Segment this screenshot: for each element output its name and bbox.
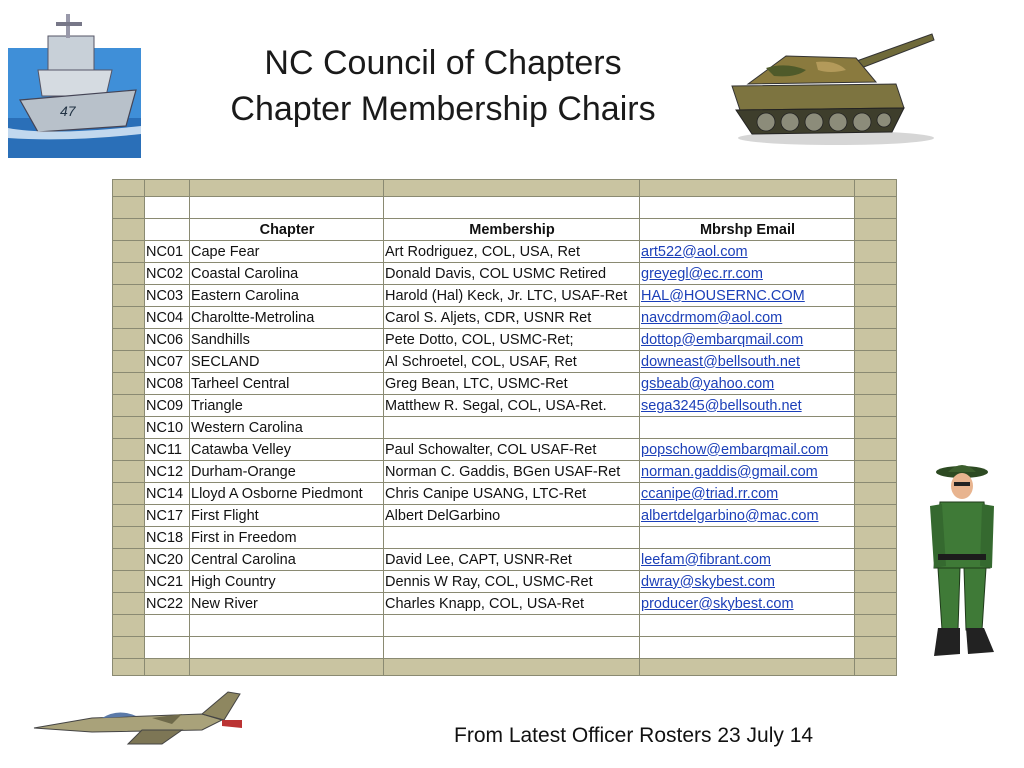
table-spacer-row bbox=[113, 197, 897, 219]
email-cell bbox=[640, 329, 855, 351]
left-band-cell bbox=[113, 285, 145, 307]
table-top-band bbox=[113, 180, 897, 197]
table-row bbox=[113, 571, 897, 593]
email-link[interactable]: dwray@skybest.com bbox=[641, 573, 775, 590]
table-row bbox=[113, 307, 897, 329]
chapter-code-cell: NC12 bbox=[145, 461, 190, 483]
email-link[interactable]: art522@aol.com bbox=[641, 243, 748, 260]
left-band-cell bbox=[113, 483, 145, 505]
chapter-name-cell: First in Freedom bbox=[190, 527, 384, 549]
left-band-cell bbox=[113, 593, 145, 615]
right-band-cell bbox=[855, 285, 897, 307]
email-link[interactable]: popschow@embarqmail.com bbox=[641, 441, 829, 458]
membership-chair-cell bbox=[384, 527, 640, 549]
table-row bbox=[113, 241, 897, 263]
email-link[interactable]: norman.gaddis@gmail.com bbox=[641, 463, 818, 480]
email-cell bbox=[640, 527, 855, 549]
email-link[interactable]: dottop@embarqmail.com bbox=[641, 331, 804, 348]
right-band-cell bbox=[855, 439, 897, 461]
chapter-code-cell: NC20 bbox=[145, 549, 190, 571]
email-cell bbox=[640, 483, 855, 505]
chapter-code-cell: NC14 bbox=[145, 483, 190, 505]
email-cell bbox=[640, 373, 855, 395]
chapter-name-cell: Charoltte-Metrolina bbox=[190, 307, 384, 329]
chapter-code-cell: NC17 bbox=[145, 505, 190, 527]
membership-chair-cell: Donald Davis, COL USMC Retired bbox=[384, 263, 640, 285]
table-row bbox=[113, 505, 897, 527]
chapter-name-cell: Western Carolina bbox=[190, 417, 384, 439]
left-band-cell bbox=[113, 307, 145, 329]
left-band-cell bbox=[113, 373, 145, 395]
chapter-code-cell: NC06 bbox=[145, 329, 190, 351]
email-link[interactable]: albertdelgarbino@mac.com bbox=[641, 507, 819, 524]
email-cell bbox=[640, 263, 855, 285]
right-band-cell bbox=[855, 351, 897, 373]
soldier-clipart bbox=[920, 458, 1004, 660]
table-bottom-band bbox=[113, 659, 897, 676]
header-chapter: Chapter bbox=[190, 219, 384, 241]
hull-number-text: 47 bbox=[60, 103, 76, 119]
table-row bbox=[113, 461, 897, 483]
email-link[interactable]: producer@skybest.com bbox=[641, 595, 794, 612]
left-band-cell bbox=[113, 527, 145, 549]
chapter-code-cell: NC10 bbox=[145, 417, 190, 439]
chapter-name-cell: Triangle bbox=[190, 395, 384, 417]
table-row bbox=[113, 395, 897, 417]
chapter-name-cell: Eastern Carolina bbox=[190, 285, 384, 307]
email-cell bbox=[640, 395, 855, 417]
membership-chair-cell: Chris Canipe USANG, LTC-Ret bbox=[384, 483, 640, 505]
membership-chair-cell: Art Rodriguez, COL, USA, Ret bbox=[384, 241, 640, 263]
membership-chair-cell: Pete Dotto, COL, USMC-Ret; bbox=[384, 329, 640, 351]
table-row bbox=[113, 373, 897, 395]
right-band-cell bbox=[855, 505, 897, 527]
membership-chair-cell: Harold (Hal) Keck, Jr. LTC, USAF-Ret bbox=[384, 285, 640, 307]
chapter-code-cell: NC21 bbox=[145, 571, 190, 593]
table-row bbox=[113, 549, 897, 571]
table-row bbox=[113, 263, 897, 285]
chapter-name-cell: Cape Fear bbox=[190, 241, 384, 263]
membership-table bbox=[112, 179, 897, 676]
slide-title bbox=[170, 40, 716, 132]
chapter-code-cell: NC18 bbox=[145, 527, 190, 549]
membership-chair-cell: Al Schroetel, COL, USAF, Ret bbox=[384, 351, 640, 373]
right-band-cell bbox=[855, 549, 897, 571]
left-band-cell bbox=[113, 351, 145, 373]
email-link[interactable]: greyegl@ec.rr.com bbox=[641, 265, 763, 282]
left-band-cell bbox=[113, 461, 145, 483]
fighter-jet-clipart bbox=[32, 690, 244, 746]
membership-chair-cell: Norman C. Gaddis, BGen USAF-Ret bbox=[384, 461, 640, 483]
email-cell bbox=[640, 505, 855, 527]
right-band-cell bbox=[855, 461, 897, 483]
membership-chair-cell: David Lee, CAPT, USNR-Ret bbox=[384, 549, 640, 571]
table-row bbox=[113, 439, 897, 461]
table-row bbox=[113, 417, 897, 439]
chapter-name-cell: New River bbox=[190, 593, 384, 615]
table-row bbox=[113, 329, 897, 351]
right-band-cell bbox=[855, 307, 897, 329]
left-band-cell bbox=[113, 263, 145, 285]
chapter-code-cell: NC03 bbox=[145, 285, 190, 307]
membership-chair-cell: Charles Knapp, COL, USA-Ret bbox=[384, 593, 640, 615]
email-link[interactable]: leefam@fibrant.com bbox=[641, 551, 771, 568]
chapter-code-cell: NC22 bbox=[145, 593, 190, 615]
warship-clipart bbox=[8, 8, 141, 158]
email-link[interactable]: gsbeab@yahoo.com bbox=[641, 375, 775, 392]
membership-chair-cell: Paul Schowalter, COL USAF-Ret bbox=[384, 439, 640, 461]
chapter-name-cell: SECLAND bbox=[190, 351, 384, 373]
right-band-cell bbox=[855, 263, 897, 285]
email-cell bbox=[640, 307, 855, 329]
right-band-cell bbox=[855, 241, 897, 263]
chapter-name-cell: Catawba Velley bbox=[190, 439, 384, 461]
right-band-cell bbox=[855, 483, 897, 505]
email-link[interactable]: navcdrmom@aol.com bbox=[641, 309, 783, 326]
table-row bbox=[113, 351, 897, 373]
email-link[interactable]: HAL@HOUSERNC.COM bbox=[641, 287, 805, 304]
right-band-cell bbox=[855, 395, 897, 417]
chapter-code-cell: NC01 bbox=[145, 241, 190, 263]
membership-chair-cell: Dennis W Ray, COL, USMC-Ret bbox=[384, 571, 640, 593]
left-band-cell bbox=[113, 395, 145, 417]
chapter-code-cell: NC08 bbox=[145, 373, 190, 395]
email-cell bbox=[640, 417, 855, 439]
table-header-row bbox=[113, 219, 897, 241]
right-band-cell bbox=[855, 527, 897, 549]
chapter-name-cell: Coastal Carolina bbox=[190, 263, 384, 285]
chapter-code-cell: NC09 bbox=[145, 395, 190, 417]
tank-clipart bbox=[726, 26, 938, 148]
email-cell bbox=[640, 549, 855, 571]
chapter-name-cell: Lloyd A Osborne Piedmont bbox=[190, 483, 384, 505]
chapter-code-cell: NC07 bbox=[145, 351, 190, 373]
membership-chair-cell: Carol S. Aljets, CDR, USNR Ret bbox=[384, 307, 640, 329]
chapter-code-cell: NC02 bbox=[145, 263, 190, 285]
right-band-cell bbox=[855, 593, 897, 615]
left-band-cell bbox=[113, 549, 145, 571]
email-cell bbox=[640, 351, 855, 373]
chapter-name-cell: High Country bbox=[190, 571, 384, 593]
left-band-cell bbox=[113, 241, 145, 263]
header-membership: Membership bbox=[384, 219, 640, 241]
right-band-cell bbox=[855, 571, 897, 593]
title-line-1: NC Council of Chapters bbox=[264, 44, 622, 82]
left-band-cell bbox=[113, 439, 145, 461]
email-cell bbox=[640, 439, 855, 461]
chapter-name-cell: Durham-Orange bbox=[190, 461, 384, 483]
right-band-cell bbox=[855, 373, 897, 395]
chapter-name-cell: Tarheel Central bbox=[190, 373, 384, 395]
chapter-name-cell: Sandhills bbox=[190, 329, 384, 351]
email-cell bbox=[640, 461, 855, 483]
header-email: Mbrshp Email bbox=[640, 219, 855, 241]
email-cell bbox=[640, 241, 855, 263]
left-band-cell bbox=[113, 505, 145, 527]
table-blank-row bbox=[113, 637, 897, 659]
chapter-name-cell: Central Carolina bbox=[190, 549, 384, 571]
title-line-2: Chapter Membership Chairs bbox=[230, 90, 656, 128]
email-cell bbox=[640, 285, 855, 307]
left-band-cell bbox=[113, 417, 145, 439]
footer-note: From Latest Officer Rosters 23 July 14 bbox=[454, 724, 814, 747]
email-cell bbox=[640, 593, 855, 615]
table-row bbox=[113, 527, 897, 549]
table-blank-row bbox=[113, 615, 897, 637]
email-cell bbox=[640, 571, 855, 593]
membership-chair-cell: Albert DelGarbino bbox=[384, 505, 640, 527]
email-link[interactable]: sega3245@bellsouth.net bbox=[641, 397, 802, 414]
chapter-name-cell: First Flight bbox=[190, 505, 384, 527]
left-band-cell bbox=[113, 571, 145, 593]
email-link[interactable]: ccanipe@triad.rr.com bbox=[641, 485, 779, 502]
table-row bbox=[113, 285, 897, 307]
membership-chair-cell: Matthew R. Segal, COL, USA-Ret. bbox=[384, 395, 640, 417]
email-link[interactable]: downeast@bellsouth.net bbox=[641, 353, 801, 370]
membership-chair-cell bbox=[384, 417, 640, 439]
table-row bbox=[113, 483, 897, 505]
left-band-cell bbox=[113, 329, 145, 351]
table-row bbox=[113, 593, 897, 615]
chapter-code-cell: NC04 bbox=[145, 307, 190, 329]
membership-chair-cell: Greg Bean, LTC, USMC-Ret bbox=[384, 373, 640, 395]
right-band-cell bbox=[855, 329, 897, 351]
right-band-cell bbox=[855, 417, 897, 439]
chapter-code-cell: NC11 bbox=[145, 439, 190, 461]
